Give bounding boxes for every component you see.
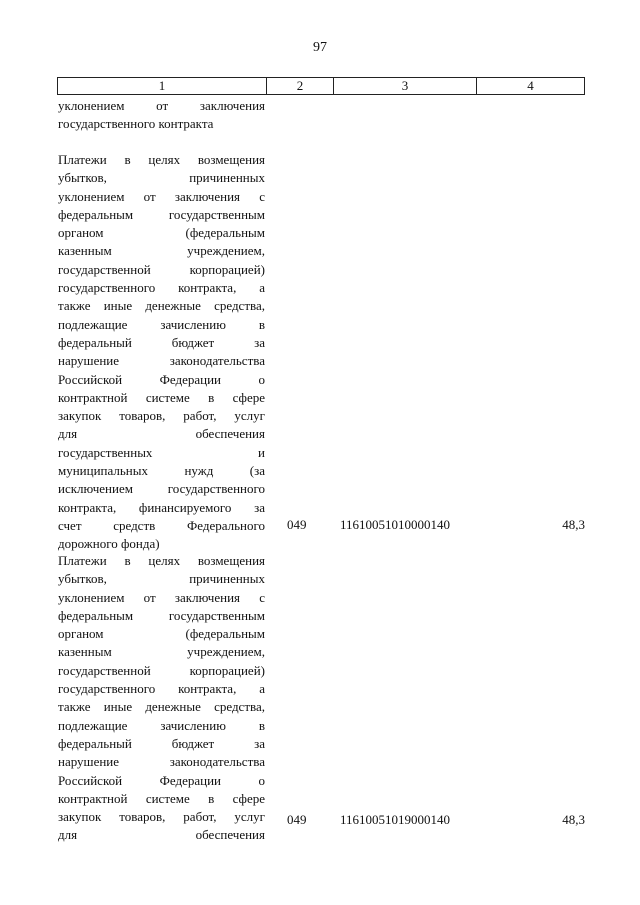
desc-line: для обеспечения <box>58 827 265 843</box>
desc-line: для обеспечения <box>58 426 265 442</box>
row-2-amount: 48,3 <box>562 812 585 827</box>
desc-line: дорожного фонда) <box>58 536 160 552</box>
page-number: 97 <box>313 40 327 55</box>
desc-line: государственных и <box>58 444 265 460</box>
desc-line: федеральный бюджет за <box>58 735 265 751</box>
desc-line: федеральным государственным <box>58 607 265 623</box>
desc-line: государственного контракта, а <box>58 681 265 697</box>
desc-line: государственной корпорацией) <box>58 261 265 277</box>
table-header <box>57 77 585 95</box>
desc-line: государственного контракта, а <box>58 280 265 296</box>
desc-line: нарушение законодательства <box>58 754 265 770</box>
desc-line: закупок товаров, работ, услуг <box>58 809 265 825</box>
row-1-kbk: 11610051010000140 <box>340 517 451 532</box>
header-col-1: 1 <box>58 78 267 94</box>
desc-line: закупок товаров, работ, услуг <box>58 408 265 424</box>
desc-line: контрактной системе в сфере <box>58 389 265 405</box>
desc-line: Российской Федерации о <box>58 772 265 788</box>
header-col-2: 2 <box>267 78 334 94</box>
desc-line: контракта, финансируемого за <box>58 499 265 515</box>
desc-line: также иные денежные средства, <box>58 699 265 715</box>
row-2-kbk: 11610051019000140 <box>340 812 451 827</box>
desc-line: также иные денежные средства, <box>58 298 265 314</box>
desc-line: государственного контракта <box>58 116 214 132</box>
desc-line: органом (федеральным <box>58 225 265 241</box>
desc-line: исключением государственного <box>58 481 265 497</box>
desc-line: контрактной системе в сфере <box>58 790 265 806</box>
desc-line: уклонением от заключения <box>58 98 265 113</box>
row-1-amount: 48,3 <box>562 517 585 532</box>
row-2-description <box>58 552 265 845</box>
header-col-4: 4 <box>527 78 534 93</box>
desc-line: счет средств Федерального <box>58 517 265 533</box>
desc-line: федеральный бюджет за <box>58 334 265 350</box>
desc-line: уклонением от заключения с <box>58 188 265 204</box>
desc-line: Платежи в целях возмещения <box>58 553 265 568</box>
desc-line: подлежащие зачислению в <box>58 316 265 332</box>
desc-line: Российской Федерации о <box>58 371 265 387</box>
desc-line: государственной корпорацией) <box>58 662 265 678</box>
desc-line: муниципальных нужд (за <box>58 463 265 479</box>
desc-line: подлежащие зачислению в <box>58 717 265 733</box>
desc-line: федеральным государственным <box>58 206 265 222</box>
desc-line: уклонением от заключения с <box>58 589 265 605</box>
desc-line: казенным учреждением, <box>58 243 265 259</box>
desc-line: убытков, причиненных <box>58 170 265 186</box>
desc-line: нарушение законодательства <box>58 353 265 369</box>
desc-line: казенным учреждением, <box>58 644 265 660</box>
header-col-3: 3 <box>334 78 477 94</box>
continuation-text <box>58 97 265 134</box>
row-1-description <box>58 151 265 554</box>
desc-line: убытков, причиненных <box>58 571 265 587</box>
desc-line: Платежи в целях возмещения <box>58 152 265 167</box>
row-2-admin-code: 049 <box>287 812 307 827</box>
desc-line: органом (федеральным <box>58 626 265 642</box>
row-1-admin-code: 049 <box>287 517 307 532</box>
